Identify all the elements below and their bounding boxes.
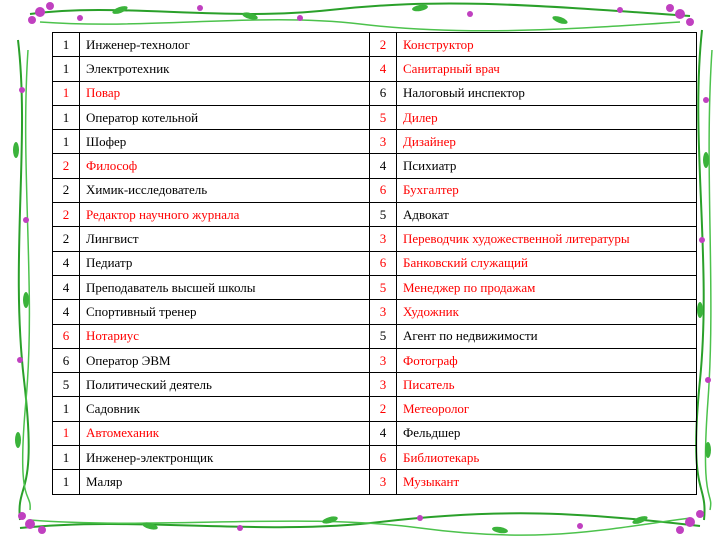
profession-right: Бухгалтер — [397, 178, 697, 202]
row-number-right: 5 — [370, 324, 397, 348]
profession-left: Электротехник — [80, 57, 370, 81]
row-number-right: 3 — [370, 348, 397, 372]
row-number-left: 4 — [53, 251, 80, 275]
table-row — [53, 348, 697, 372]
profession-right: Дилер — [397, 105, 697, 129]
profession-left: Автомеханик — [80, 421, 370, 445]
profession-left: Спортивный тренер — [80, 300, 370, 324]
profession-left: Педиатр — [80, 251, 370, 275]
row-number-left: 1 — [53, 105, 80, 129]
profession-right: Дизайнер — [397, 130, 697, 154]
profession-right: Менеджер по продажам — [397, 275, 697, 299]
row-number-left: 2 — [53, 227, 80, 251]
row-number-left: 6 — [53, 348, 80, 372]
row-number-right: 4 — [370, 57, 397, 81]
profession-right: Музыкант — [397, 470, 697, 494]
table-row — [53, 446, 697, 470]
table-row — [53, 421, 697, 445]
profession-right: Художник — [397, 300, 697, 324]
profession-right: Банковский служащий — [397, 251, 697, 275]
profession-left: Философ — [80, 154, 370, 178]
row-number-right: 5 — [370, 105, 397, 129]
row-number-left: 2 — [53, 203, 80, 227]
profession-right: Налоговый инспектор — [397, 81, 697, 105]
table-row — [53, 300, 697, 324]
row-number-left: 1 — [53, 33, 80, 57]
row-number-right: 4 — [370, 421, 397, 445]
row-number-left: 1 — [53, 470, 80, 494]
row-number-left: 6 — [53, 324, 80, 348]
row-number-left: 1 — [53, 397, 80, 421]
table-row — [53, 324, 697, 348]
profession-right: Фотограф — [397, 348, 697, 372]
table-row — [53, 178, 697, 202]
profession-left: Садовник — [80, 397, 370, 421]
profession-right: Переводчик художественной литературы — [397, 227, 697, 251]
profession-left: Химик-исследователь — [80, 178, 370, 202]
profession-right: Библиотекарь — [397, 446, 697, 470]
row-number-left: 1 — [53, 81, 80, 105]
profession-left: Оператор ЭВМ — [80, 348, 370, 372]
row-number-right: 2 — [370, 33, 397, 57]
profession-left: Преподаватель высшей школы — [80, 275, 370, 299]
profession-right: Санитарный врач — [397, 57, 697, 81]
table-row — [53, 203, 697, 227]
row-number-right: 3 — [370, 300, 397, 324]
table-row — [53, 397, 697, 421]
profession-right: Адвокат — [397, 203, 697, 227]
profession-right: Психиатр — [397, 154, 697, 178]
profession-right: Метеоролог — [397, 397, 697, 421]
table-row — [53, 57, 697, 81]
profession-left: Повар — [80, 81, 370, 105]
profession-left: Маляр — [80, 470, 370, 494]
table-row — [53, 105, 697, 129]
profession-right: Писатель — [397, 373, 697, 397]
table-row — [53, 33, 697, 57]
row-number-right: 3 — [370, 130, 397, 154]
row-number-right: 4 — [370, 154, 397, 178]
profession-left: Редактор научного журнала — [80, 203, 370, 227]
profession-left: Лингвист — [80, 227, 370, 251]
profession-left: Политический деятель — [80, 373, 370, 397]
table-row — [53, 130, 697, 154]
profession-left: Нотариус — [80, 324, 370, 348]
row-number-left: 1 — [53, 446, 80, 470]
row-number-right: 6 — [370, 178, 397, 202]
table-row — [53, 154, 697, 178]
row-number-right: 6 — [370, 446, 397, 470]
row-number-right: 6 — [370, 251, 397, 275]
table-row — [53, 81, 697, 105]
row-number-left: 5 — [53, 373, 80, 397]
row-number-left: 4 — [53, 300, 80, 324]
table-row — [53, 275, 697, 299]
row-number-right: 3 — [370, 470, 397, 494]
profession-right: Агент по недвижимости — [397, 324, 697, 348]
professions-table — [52, 32, 697, 495]
profession-left: Инженер-технолог — [80, 33, 370, 57]
row-number-right: 2 — [370, 397, 397, 421]
professions-table-body — [53, 33, 697, 495]
table-row — [53, 251, 697, 275]
row-number-left: 1 — [53, 130, 80, 154]
row-number-right: 5 — [370, 203, 397, 227]
profession-right: Фельдшер — [397, 421, 697, 445]
table-row — [53, 470, 697, 494]
profession-left: Оператор котельной — [80, 105, 370, 129]
row-number-left: 1 — [53, 57, 80, 81]
row-number-left: 2 — [53, 178, 80, 202]
row-number-right: 5 — [370, 275, 397, 299]
profession-right: Конструктор — [397, 33, 697, 57]
row-number-right: 3 — [370, 373, 397, 397]
table-row — [53, 373, 697, 397]
row-number-right: 6 — [370, 81, 397, 105]
table-row — [53, 227, 697, 251]
row-number-left: 2 — [53, 154, 80, 178]
row-number-left: 4 — [53, 275, 80, 299]
profession-left: Шофер — [80, 130, 370, 154]
row-number-left: 1 — [53, 421, 80, 445]
row-number-right: 3 — [370, 227, 397, 251]
profession-left: Инженер-электронщик — [80, 446, 370, 470]
